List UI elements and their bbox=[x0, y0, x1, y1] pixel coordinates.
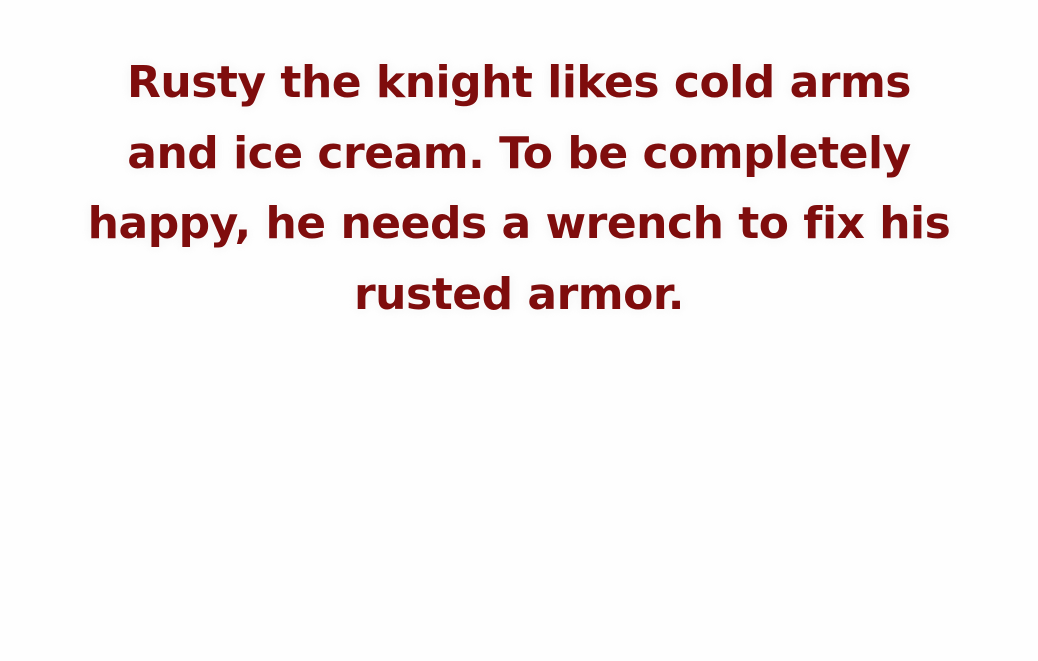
story-line-1: Rusty the knight likes cold arms bbox=[126, 57, 911, 108]
story-line-2: and ice cream. To be completely bbox=[127, 127, 911, 179]
story-line-4: rusted armor. bbox=[353, 268, 684, 320]
story-line-3: happy, he needs a wrench to fix his bbox=[87, 198, 951, 249]
story-text bbox=[40, 48, 998, 330]
